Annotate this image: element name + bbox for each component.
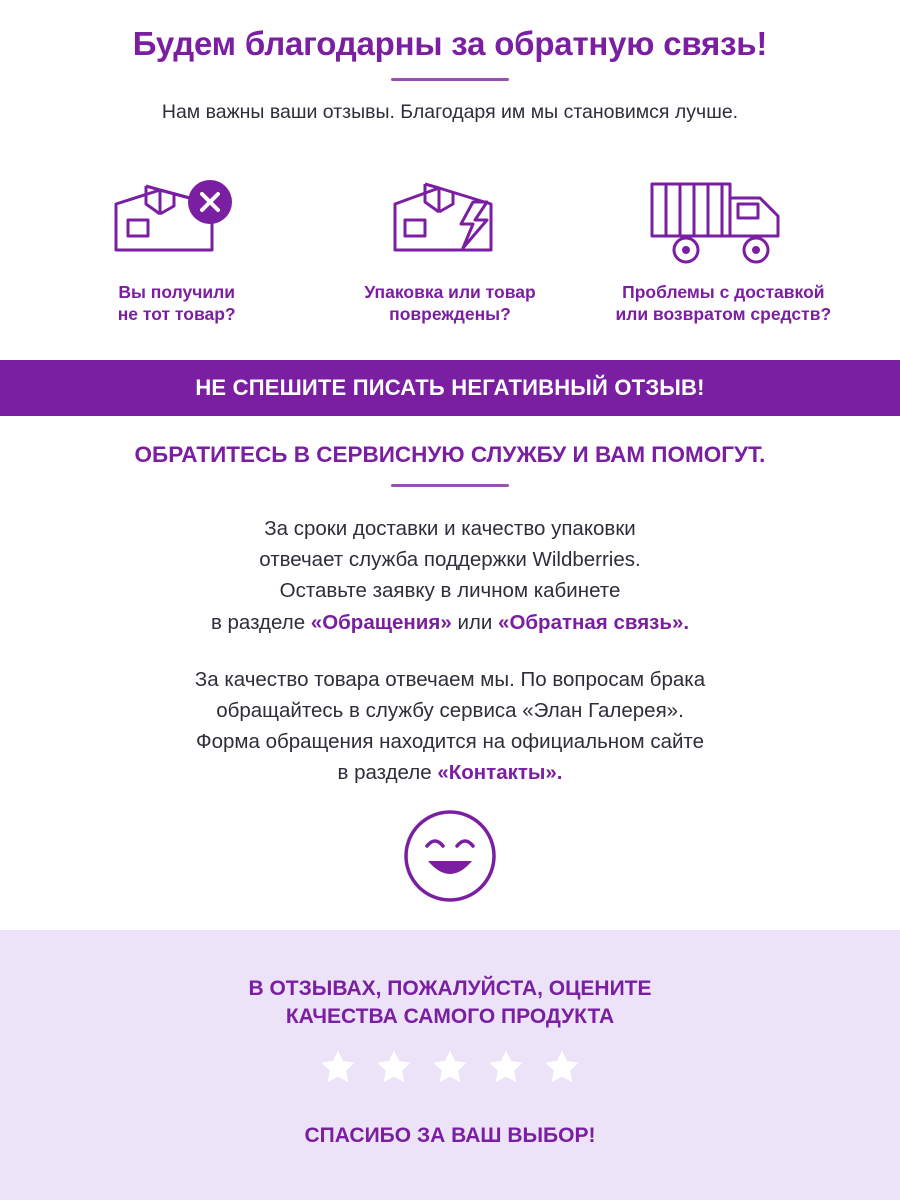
title-divider — [391, 78, 509, 81]
link-kontakty[interactable]: «Контакты». — [437, 761, 563, 785]
paragraph2-line-3: Форма обращения находится на официальном сайте — [196, 729, 704, 753]
service-headline: ОБРАТИТЕСЬ В СЕРВИСНУЮ СЛУЖБУ И ВАМ ПОМОГУТ. — [134, 442, 766, 468]
star-icon[interactable] — [540, 1046, 584, 1088]
delivery-truck-icon — [638, 158, 808, 268]
footer-section — [0, 930, 900, 1200]
thanks-text: СПАСИБО ЗА ВАШ ВЫБОР! — [304, 1123, 596, 1147]
problem-caption-delivery — [615, 282, 831, 326]
footer-heading — [0, 930, 900, 1032]
page-title: Будем благодарны за обратную связь! — [132, 25, 768, 62]
caption-line-2: не тот товар? — [117, 304, 236, 325]
paragraph2-line4-prefix: в разделе — [337, 761, 438, 785]
support-paragraph-wildberries — [0, 513, 900, 638]
paragraph1-line-1: За сроки доставки и качество упаковки — [264, 517, 636, 541]
caption-line-2: повреждены? — [389, 304, 511, 325]
paragraph1-line4-prefix: в разделе — [210, 610, 311, 634]
page-subtitle: Нам важны ваши отзывы. Благодаря им мы становимся лучше. — [161, 101, 739, 124]
smiley-container — [0, 806, 900, 906]
problem-item-wrong-product — [40, 158, 313, 326]
wrong-item-box-icon — [102, 158, 252, 268]
star-icon[interactable] — [316, 1046, 360, 1088]
star-icon[interactable] — [372, 1046, 416, 1088]
caption-line-2: или возвратом средств? — [615, 304, 832, 325]
star-icon[interactable] — [428, 1046, 472, 1088]
paragraph1-line-4 — [0, 607, 900, 638]
rating-stars[interactable] — [0, 1046, 900, 1088]
problem-item-delivery — [587, 158, 860, 326]
paragraph1-line-2: отвечает служба поддержки Wildberries. — [259, 548, 641, 572]
link-obratnaya-svyaz[interactable]: «Обратная связь». — [498, 610, 690, 634]
problem-caption-damaged — [364, 282, 535, 326]
warning-banner-text: НЕ СПЕШИТЕ ПИСАТЬ НЕГАТИВНЫЙ ОТЗЫВ! — [195, 375, 705, 401]
paragraph2-line-1: За качество товара отвечаем мы. По вопросам брака — [194, 667, 706, 691]
service-divider — [391, 484, 509, 487]
damaged-box-icon — [375, 158, 525, 268]
caption-line-1: Проблемы с доставкой — [622, 282, 825, 303]
problem-icons-row — [0, 158, 900, 326]
star-icon[interactable] — [484, 1046, 528, 1088]
support-paragraph-elan-galereya — [0, 664, 900, 789]
footer-heading-line-2: КАЧЕСТВА САМОГО ПРОДУКТА — [285, 1005, 615, 1029]
problem-item-damaged — [313, 158, 586, 326]
problem-caption-wrong-product — [118, 282, 236, 326]
paragraph1-line-3: Оставьте заявку в личном кабинете — [279, 579, 621, 603]
caption-line-1: Вы получили — [118, 282, 235, 303]
footer-heading-line-1: В ОТЗЫВАХ, ПОЖАЛУЙСТА, ОЦЕНИТЕ — [248, 977, 652, 1000]
caption-line-1: Упаковка или товар — [364, 282, 536, 303]
paragraph1-line4-mid: или — [451, 610, 499, 634]
link-obrashcheniya[interactable]: «Обращения» — [310, 610, 452, 634]
paragraph2-line-4 — [0, 757, 900, 788]
paragraph2-line-2: обращайтесь в службу сервиса «Элан Галерея». — [216, 698, 684, 722]
smiley-face-icon — [400, 806, 500, 906]
warning-banner — [0, 360, 900, 416]
